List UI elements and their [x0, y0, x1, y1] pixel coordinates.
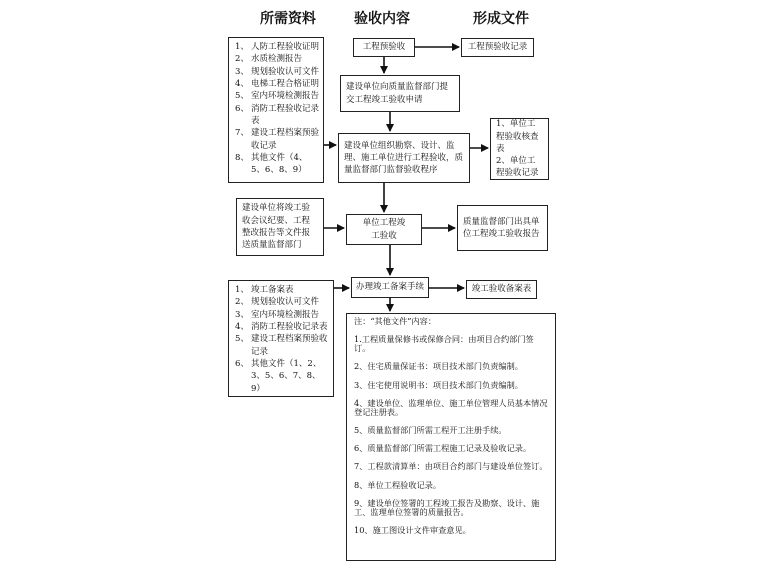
- note-item: 4、建设单位、监理单位、施工单位管理人员基本情况登记注册表。: [354, 397, 548, 417]
- organize-acceptance-step: 建设单位组织勘察、设计、监理、施工单位进行工程验收，质量监督部门监督验收程序: [338, 133, 470, 183]
- note-item: 8、单位工程验收记录。: [354, 479, 442, 490]
- list-item: 6、 其他文件（1、2、3、5、6、7、8、9）: [235, 358, 322, 394]
- submit-minutes-box: 建设单位将竣工验收会议纪要、工程整改报告等文件报送质量监督部门: [236, 198, 324, 256]
- filing-table-doc: 竣工验收备案表: [466, 280, 537, 299]
- list-item: 5、 室内环境检测报告: [235, 91, 320, 102]
- header-acceptance-content: 验收内容: [354, 11, 410, 27]
- list-item: 3、 室内环境检测报告: [235, 309, 320, 320]
- quality-supervision-report-doc: 质量监督部门出具单位工程竣工验收报告: [457, 205, 548, 251]
- list-item: 4、 消防工程验收记录表: [235, 321, 328, 332]
- note-item: 2、住宅质量保证书：项目技术部门负责编制。: [354, 361, 523, 372]
- submit-application-step: 建设单位向质量监督部门提交工程竣工验收申请: [340, 75, 460, 112]
- list-item: 7、 建设工程档案预验收记录: [235, 128, 320, 151]
- unit-acceptance-step: 单位工程竣工验收: [346, 214, 422, 245]
- pre-acceptance-step: 工程预验收: [353, 38, 415, 57]
- list-item: 6、 消防工程验收记录表: [235, 103, 320, 126]
- unit-acceptance-records-doc: 1、单位工程验收核查表 2、单位工程验收记录: [490, 118, 549, 180]
- pre-acceptance-record-doc: 工程预验收记录: [461, 38, 534, 57]
- note-item: 7、工程款清算单：由项目合约部门与建设单位签订。: [354, 461, 548, 472]
- list-item: 3、 规划验收认可文件: [235, 66, 320, 77]
- filing-step: 办理竣工备案手续: [351, 277, 429, 298]
- list-item: 2、 水质检测报告: [235, 54, 303, 65]
- list-item: 1、 竣工备案表: [235, 285, 294, 295]
- note-item: 5、质量监督部门所需工程开工注册手续。: [354, 425, 507, 436]
- header-required-materials: 所需资料: [260, 11, 316, 27]
- list-item: 1、 人防工程验收证明: [235, 42, 320, 52]
- note-item: 9、建设单位签署的工程竣工报告及勘察、设计、施工、监理单位签署的质量报告。: [354, 497, 540, 517]
- list-item: 2、 规划验收认可文件: [235, 297, 320, 308]
- note-item: 10、施工图设计文件审查意见。: [354, 525, 471, 536]
- notes-title: 注：“其他文件”内容：: [354, 316, 437, 326]
- header-output-documents: 形成文件: [473, 11, 529, 27]
- list-item: 8、 其他文件（4、5、6、8、9）: [235, 152, 308, 176]
- note-item: 1.工程质量保修书或保修合同：由项目合约部门签订。: [354, 334, 534, 354]
- list-item: 5、 建设工程档案预验收记录: [235, 334, 328, 357]
- list-item: 4、 电梯工程合格证明: [235, 78, 320, 89]
- note-item: 6、质量监督部门所需工程施工记录及验收记录。: [354, 443, 532, 454]
- note-item: 3、住宅使用说明书：项目技术部门负责编制。: [354, 379, 523, 390]
